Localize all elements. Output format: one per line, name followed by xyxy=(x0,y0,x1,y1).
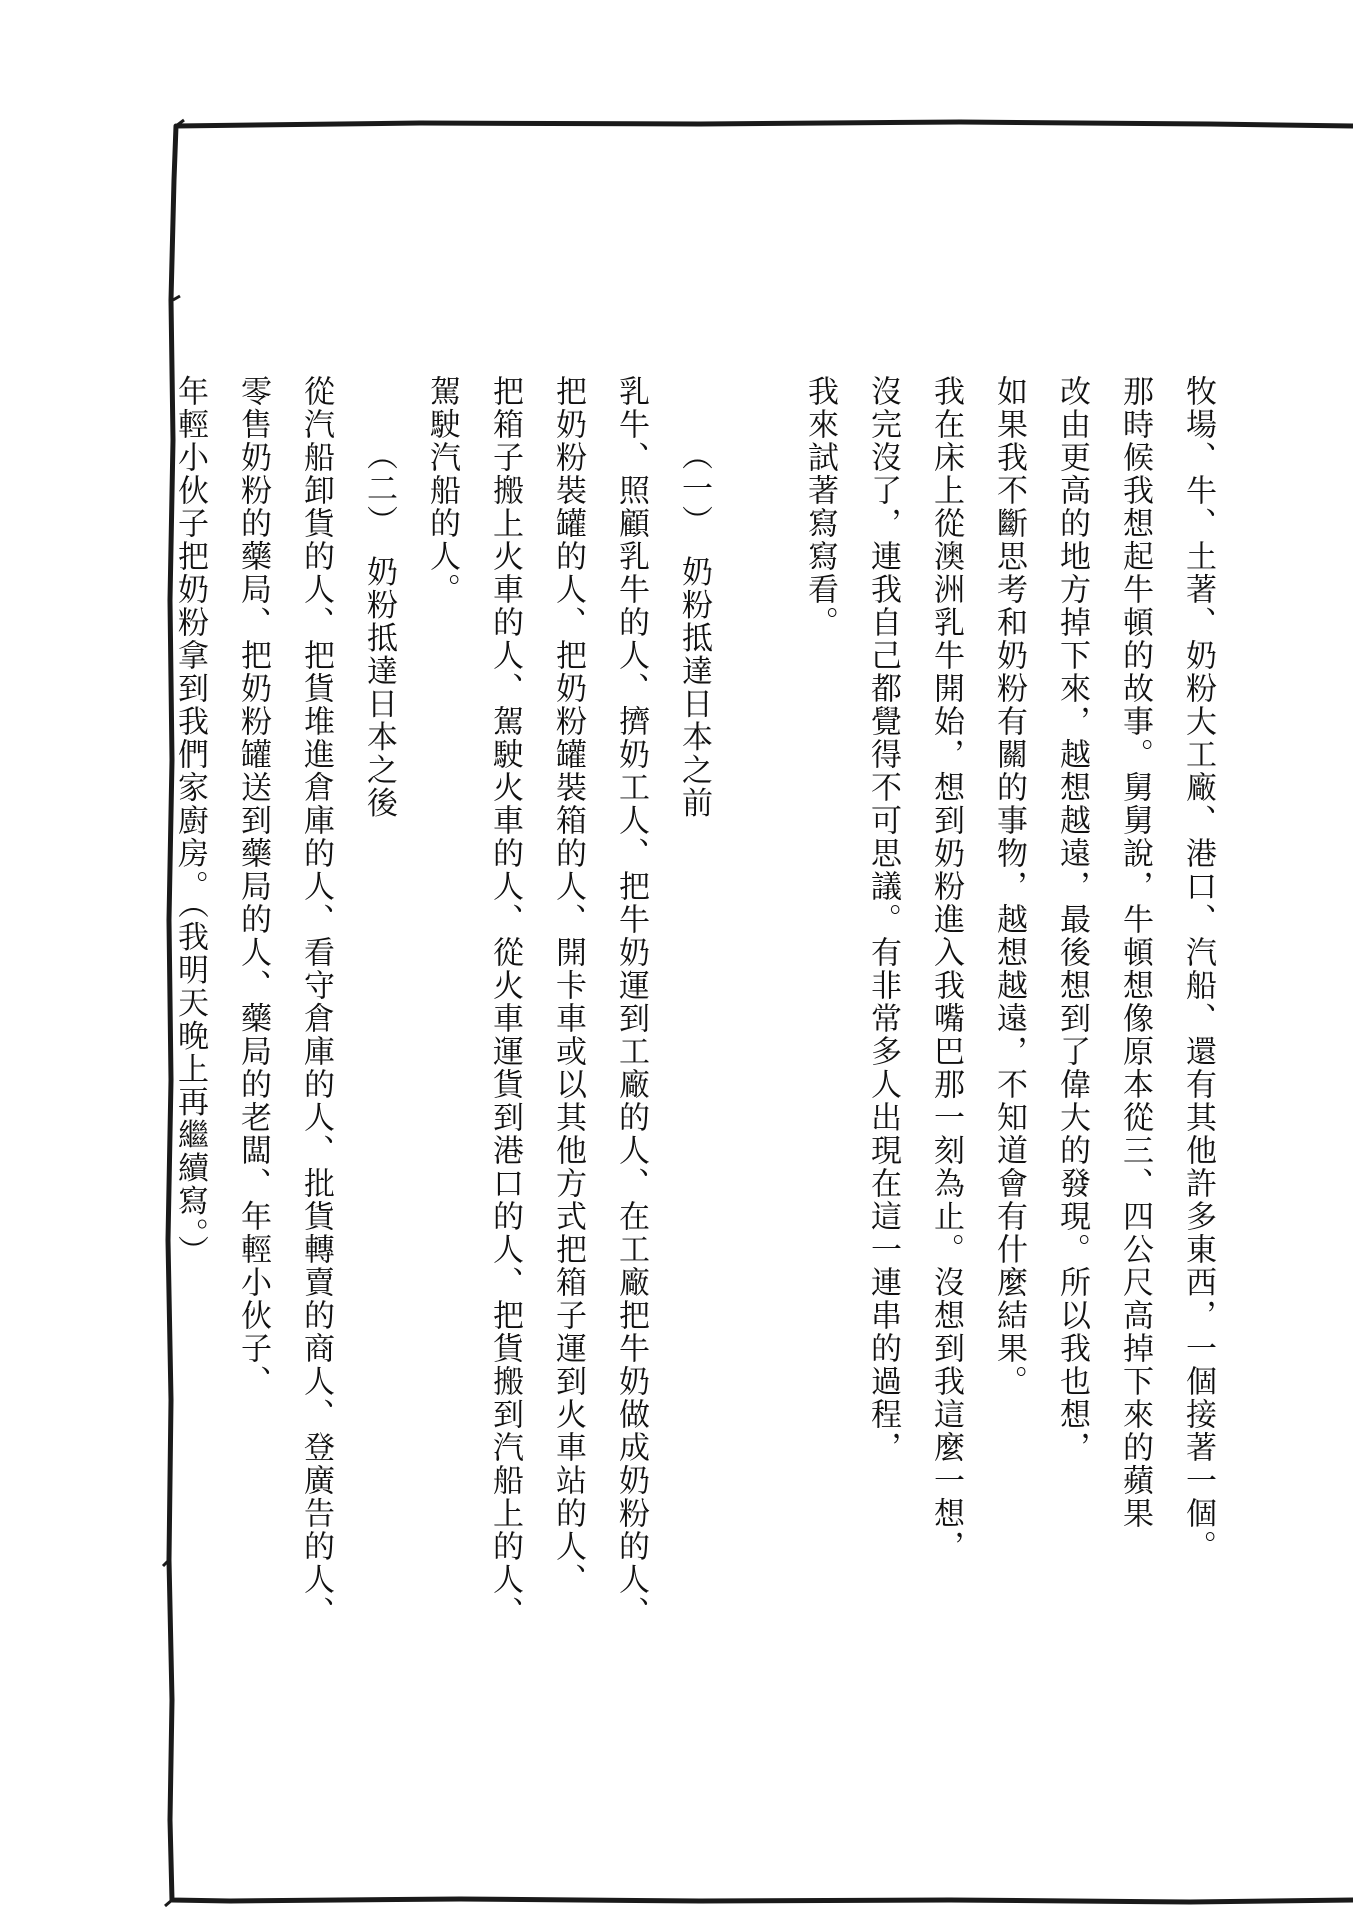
text-column: 把奶粉裝罐的人、把奶粉罐裝箱的人、開卡車或以其他方式把箱子運到火車站的人、 xyxy=(550,375,586,1596)
text-column: 零售奶粉的藥局、把奶粉罐送到藥局的人、藥局的老闆、年輕小伙子、 xyxy=(235,375,271,1398)
text-column: 我在床上從澳洲乳牛開始，想到奶粉進入我嘴巴那一刻為止。沒想到我這麼一想， xyxy=(928,375,964,1563)
section-heading-2: （二） 奶粉抵達日本之後 xyxy=(361,439,397,820)
text-column: 駕駛汽船的人。 xyxy=(424,375,460,606)
text-column: 年輕小伙子把奶粉拿到我們家廚房。（我明天晚上再繼續寫。） xyxy=(172,375,208,1268)
text-column: 如果我不斷思考和奶粉有關的事物，越想越遠，不知道會有什麼結果。 xyxy=(991,375,1027,1398)
vertical-text-block xyxy=(158,375,1229,1629)
text-column: 乳牛、照顧乳牛的人、擠奶工人、把牛奶運到工廠的人、在工廠把牛奶做成奶粉的人、 xyxy=(613,375,649,1629)
text-column: 改由更高的地方掉下來，越想越遠，最後想到了偉大的發現。所以我也想， xyxy=(1054,375,1090,1464)
text-column: 從汽船卸貨的人、把貨堆進倉庫的人、看守倉庫的人、批貨轉賣的商人、登廣告的人、 xyxy=(298,375,334,1629)
section-heading-1: （一） 奶粉抵達日本之前 xyxy=(676,439,712,820)
text-column: 沒完沒了，連我自己都覺得不可思議。有非常多人出現在這一連串的過程， xyxy=(865,375,901,1464)
text-column: 牧場、牛、土著、奶粉大工廠、港口、汽船、還有其他許多東西，一個接著一個。 xyxy=(1180,375,1216,1563)
text-column: 我來試著寫寫看。 xyxy=(802,375,838,639)
text-column: 那時候我想起牛頓的故事。舅舅說，牛頓想像原本從三、四公尺高掉下來的蘋果 xyxy=(1117,375,1153,1530)
text-column: 把箱子搬上火車的人、駕駛火車的人、從火車運貨到港口的人、把貨搬到汽船上的人、 xyxy=(487,375,523,1629)
